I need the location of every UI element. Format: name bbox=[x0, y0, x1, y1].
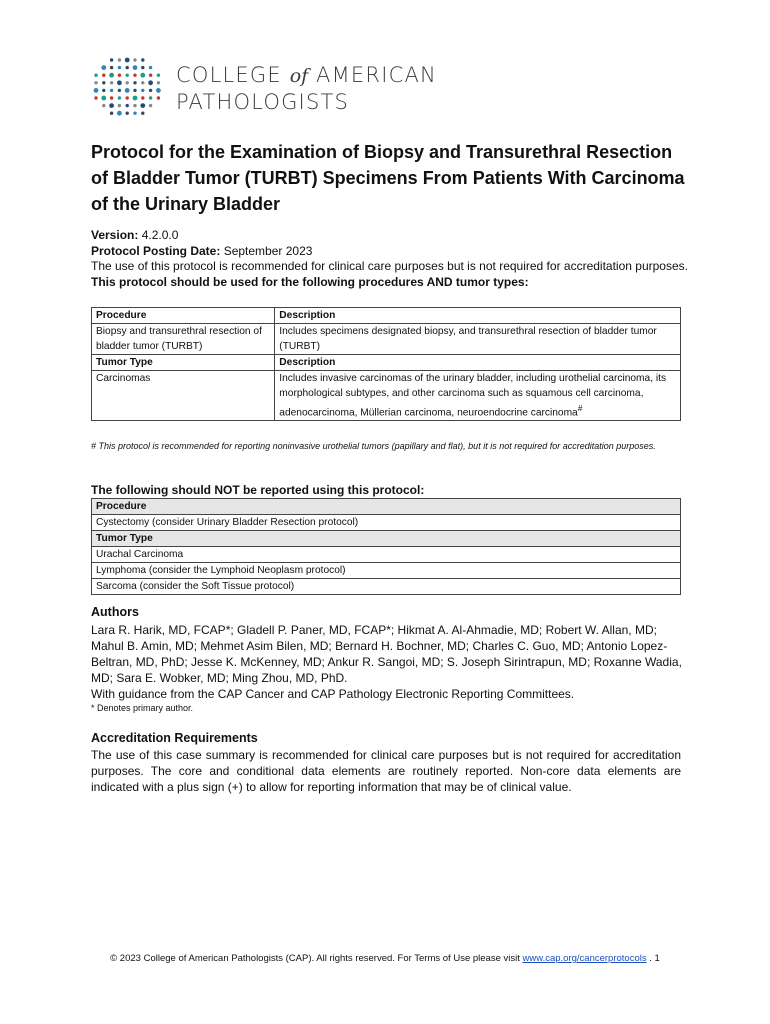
logo-dot bbox=[126, 112, 129, 115]
logo-dot bbox=[149, 66, 152, 69]
footer-page-number: . 1 bbox=[649, 953, 660, 964]
cap-logo-wordmark bbox=[176, 62, 437, 115]
logo-dot bbox=[110, 96, 113, 99]
logo-dot bbox=[101, 65, 106, 70]
not-reported-tumor-item: Urachal Carcinoma bbox=[92, 547, 681, 563]
logo-dot bbox=[148, 80, 153, 85]
logo-dot bbox=[141, 89, 144, 92]
document-title: Protocol for the Examination of Biopsy and Transurethral Resection of Bladder Tumor (TURBT) Specimens From Patients With Carcinoma of the Urinary Bladder bbox=[91, 142, 685, 214]
logo-dot bbox=[102, 89, 105, 92]
authors-list bbox=[91, 622, 686, 702]
procedure-value: Biopsy and transurethral resection of bladder tumor (TURBT) bbox=[92, 324, 275, 355]
version-value: 4.2.0.0 bbox=[141, 228, 179, 242]
logo-dot bbox=[102, 81, 105, 84]
logo-dot bbox=[110, 81, 113, 84]
tumor-type-header: Tumor Type bbox=[92, 355, 275, 371]
logo-dot bbox=[126, 96, 129, 99]
logo-dot bbox=[141, 81, 144, 84]
logo-dot bbox=[110, 89, 113, 92]
logo-line2: PATHOLOGISTS bbox=[176, 90, 350, 114]
posting-date-value: September 2023 bbox=[223, 243, 313, 258]
logo-line1-of: of bbox=[289, 65, 309, 87]
not-reported-procedure-item: Cystectomy (consider Urinary Bladder Resection protocol) bbox=[92, 515, 681, 531]
logo-dot bbox=[110, 58, 113, 61]
used-for-heading: This protocol should be used for the following procedures AND tumor types: bbox=[91, 274, 529, 289]
posting-date-label: Protocol Posting Date: bbox=[91, 243, 221, 258]
logo-dot bbox=[141, 58, 144, 61]
logo-dot bbox=[133, 89, 136, 92]
logo-dot bbox=[133, 65, 138, 70]
logo-dot bbox=[149, 89, 152, 92]
authors-guidance: With guidance from the CAP Cancer and CAP Pathology Electronic Reporting Committees. bbox=[91, 687, 575, 701]
procedure-description: Includes specimens designated biopsy, and transurethral resection of bladder tumor (TURBT) bbox=[275, 324, 681, 355]
logo-dot bbox=[149, 74, 152, 77]
accreditation-heading: Accreditation Requirements bbox=[91, 731, 258, 745]
procedures-table bbox=[91, 307, 681, 421]
not-reported-heading: The following should NOT be reported using this protocol: bbox=[91, 483, 425, 497]
logo-dot bbox=[126, 104, 129, 107]
tumor-type-value: Carcinomas bbox=[92, 371, 275, 421]
not-reported-tumor-item: Sarcoma (consider the Soft Tissue protocol) bbox=[92, 579, 681, 595]
logo-dot bbox=[140, 73, 145, 78]
tumor-description-header: Description bbox=[275, 355, 681, 371]
cap-logo bbox=[92, 56, 482, 120]
logo-dot bbox=[94, 88, 99, 93]
accreditation-text: The use of this case summary is recommended for clinical care purposes but is not required for accreditation purposes. The core and conditional data elements are routinely reported. Non-core data elements are indicated with a plus sign (+) to allow for reporting information that may be of clinical value. bbox=[91, 748, 681, 794]
version-label: Version: bbox=[91, 228, 139, 242]
logo-dot bbox=[110, 112, 113, 115]
logo-line1-post: AMERICAN bbox=[308, 63, 437, 87]
use-note: The use of this protocol is recommended for clinical care purposes but is not required for accreditation purposes. bbox=[91, 259, 688, 273]
logo-dot bbox=[118, 104, 121, 107]
logo-dot bbox=[126, 74, 129, 77]
logo-dot bbox=[118, 66, 121, 69]
logo-dot bbox=[149, 96, 152, 99]
cap-logo-dot-grid bbox=[92, 56, 164, 120]
primary-author-note: * Denotes primary author. bbox=[91, 703, 194, 713]
not-reported-tumor-item: Lymphoma (consider the Lymphoid Neoplasm protocol) bbox=[92, 563, 681, 579]
logo-dot bbox=[141, 112, 144, 115]
logo-dot bbox=[126, 66, 129, 69]
logo-dot bbox=[133, 112, 136, 115]
authors-heading: Authors bbox=[91, 605, 139, 619]
not-reported-procedure-header: Procedure bbox=[92, 499, 681, 515]
logo-dot bbox=[109, 103, 114, 108]
logo-dot bbox=[140, 103, 145, 108]
logo-dot bbox=[133, 58, 136, 61]
footer-link[interactable]: www.cap.org/cancerprotocols bbox=[522, 953, 647, 964]
logo-dot bbox=[118, 58, 121, 61]
logo-dot bbox=[125, 88, 130, 93]
tumor-description bbox=[275, 371, 681, 421]
not-reported-tumor-header: Tumor Type bbox=[92, 531, 681, 547]
logo-dot bbox=[117, 80, 122, 85]
logo-dot bbox=[102, 74, 105, 77]
logo-dot bbox=[94, 74, 97, 77]
logo-dot bbox=[117, 111, 122, 116]
logo-dot bbox=[157, 74, 160, 77]
procedure-description-header: Description bbox=[275, 308, 681, 324]
logo-dot bbox=[156, 88, 161, 93]
logo-dot bbox=[133, 74, 136, 77]
footer-copyright: © 2023 College of American Pathologists (CAP). All rights reserved. For Terms of Use please visit bbox=[110, 953, 523, 964]
procedure-header: Procedure bbox=[92, 308, 275, 324]
logo-dot bbox=[110, 66, 113, 69]
authors-names: Lara R. Harik, MD, FCAP*; Gladell P. Paner, MD, FCAP*; Hikmat A. Al-Ahmadie, MD; Robert W. Allan, MD; Mahul B. Amin, MD; Mehmet Asim Bilen, MD; Bernard H. Bochner, MD; Charles C. Guo, MD; Antonio Lopez-Beltran, MD, PhD; Jesse K. McKenney, MD; Ankur R. Sangoi, MD; S. Joseph Sirintrapun, MD; Roxanne Wadia, MD; Sara E. Wobker, MD; Ming Zhou, MD, PhD. bbox=[91, 623, 682, 685]
logo-dot bbox=[141, 66, 144, 69]
logo-dot bbox=[149, 104, 152, 107]
logo-dot bbox=[126, 81, 129, 84]
logo-dot bbox=[157, 96, 160, 99]
table-footnote: # This protocol is recommended for reporting noninvasive urothelial tumors (papillary and flat), but it is not required for accreditation purposes. bbox=[91, 441, 656, 451]
page-footer bbox=[0, 953, 770, 964]
logo-dot bbox=[118, 74, 121, 77]
logo-line1-pre: COLLEGE bbox=[176, 63, 290, 87]
tumor-description-footnote-mark: # bbox=[577, 403, 583, 413]
logo-dot bbox=[133, 104, 136, 107]
logo-dot bbox=[102, 104, 105, 107]
not-reported-table bbox=[91, 498, 681, 595]
logo-dot bbox=[133, 96, 138, 101]
logo-dot bbox=[125, 58, 130, 63]
logo-dot bbox=[94, 81, 97, 84]
logo-dot bbox=[109, 73, 114, 78]
logo-dot bbox=[94, 96, 97, 99]
logo-dot bbox=[118, 96, 121, 99]
logo-dot bbox=[118, 89, 121, 92]
tumor-description-text: Includes invasive carcinomas of the urinary bladder, including urothelial carcinoma, its morphological subtypes, and other carcinoma such as squamous cell carcinoma, adenocarcinoma, Müllerian carcinoma, neuroendocrine carcinoma bbox=[279, 373, 667, 419]
logo-dot bbox=[157, 81, 160, 84]
logo-dot bbox=[101, 96, 106, 101]
protocol-meta bbox=[91, 228, 691, 290]
logo-dot bbox=[133, 81, 136, 84]
logo-dot bbox=[141, 96, 144, 99]
